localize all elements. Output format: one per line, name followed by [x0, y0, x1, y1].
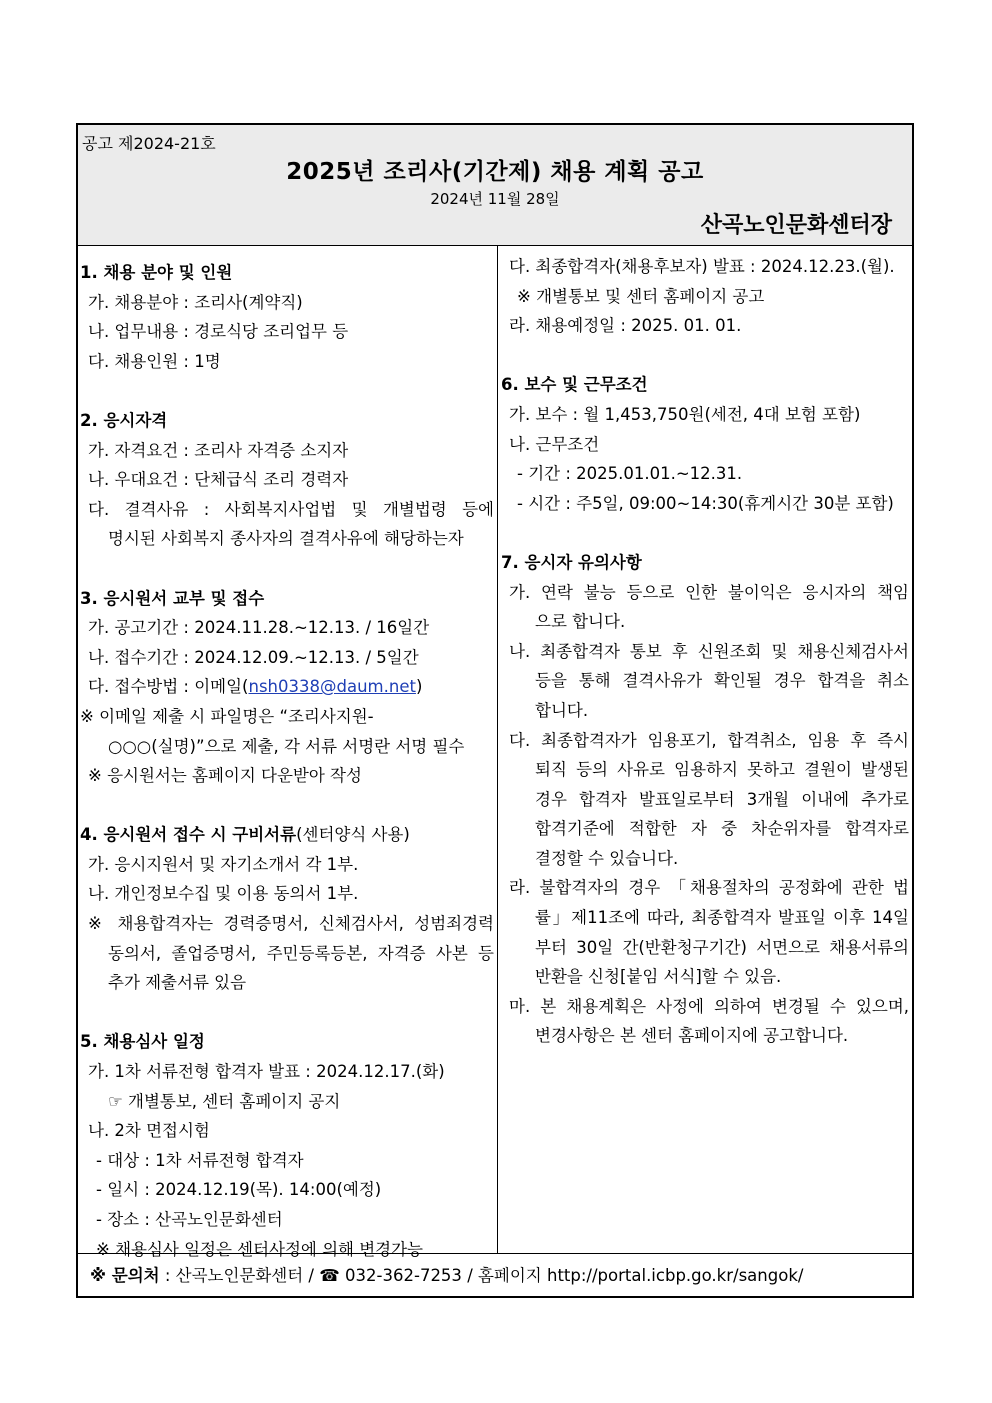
s5-item-b: 나. 2차 면접시험	[88, 1121, 210, 1141]
email-link[interactable]: nsh0338@daum.net	[248, 677, 416, 697]
section-4-heading	[80, 820, 494, 850]
s7-item-d-line3: 부터 30일 간(반환청구기간) 서면으로 채용서류의	[535, 937, 909, 957]
contact-phone[interactable]: 032-362-7253	[345, 1266, 462, 1285]
s3-item-c-prefix: 다. 접수방법 : 이메일(	[88, 677, 249, 697]
issuer-name: 산곡노인문화센터장	[700, 213, 892, 238]
s3-note-1a: ※ 이메일 제출 시 파일명은 “조리사지원-	[80, 706, 374, 726]
s6-item-b: 나. 근무조건	[509, 434, 600, 454]
s5-item-d: 라. 채용예정일 : 2025. 01. 01.	[509, 316, 742, 336]
s5-item-a-note: ☞ 개별통보, 센터 홈페이지 공지	[108, 1091, 341, 1111]
s2-item-a: 가. 자격요건 : 조리사 자격증 소지자	[88, 440, 349, 460]
s2-item-c-line1: 다. 결격사유 : 사회복지사업법 및 개별법령 등에	[88, 499, 494, 519]
s5-item-b3: - 장소 : 산곡노인문화센터	[96, 1210, 283, 1229]
notice-number: 공고 제2024-21호	[82, 134, 216, 153]
s3-item-c	[80, 672, 494, 702]
section-6-heading: 6. 보수 및 근무조건	[501, 375, 648, 395]
s4-item-b: 나. 개인정보수집 및 이용 동의서 1부.	[88, 884, 359, 904]
section-7-heading: 7. 응시자 유의사항	[501, 552, 642, 572]
s4-note-2: 동의서, 졸업증명서, 주민등록등본, 자격증 사본 등	[108, 943, 494, 963]
notice-header	[78, 125, 912, 246]
s7-item-c-line4: 합격기준에 적합한 자 중 차순위자를 합격자로	[535, 819, 909, 839]
s7-item-d-line4: 반환을 신청[붙임 서식]할 수 있음.	[535, 967, 782, 987]
s7-item-d-line2: 률」제11조에 따라, 최종합격자 발표일 이후 14일	[535, 908, 909, 928]
s7-item-c-line2: 퇴직 등의 사유로 임용하지 못하고 결원이 발생된	[535, 760, 909, 780]
s5-item-b1: - 대상 : 1차 서류전형 합격자	[96, 1150, 304, 1170]
s5-item-c-note: ※ 개별통보 및 센터 홈페이지 공고	[517, 286, 765, 306]
contact-label: ※ 문의처	[90, 1266, 160, 1285]
section-2-heading: 2. 응시자격	[80, 410, 168, 430]
section-1-heading: 1. 채용 분야 및 인원	[80, 263, 233, 282]
notice-frame	[76, 123, 914, 1298]
s7-item-b-line1: 나. 최종합격자 통보 후 신원조회 및 채용신체검사서	[509, 641, 909, 661]
s2-item-c-line2: 명시된 사회복지 종사자의 결격사유에 해당하는자	[108, 529, 464, 549]
s7-item-b-line2: 등을 통해 결격사유가 확인될 경우 합격을 취소	[535, 671, 909, 691]
s7-item-a-line1: 가. 연락 불능 등으로 인한 불이익은 응시자의 책임	[509, 582, 909, 602]
s7-item-a-line2: 으로 합니다.	[535, 612, 626, 632]
s5-item-a: 가. 1차 서류전형 합격자 발표 : 2024.12.17.(화)	[88, 1062, 445, 1082]
s6-item-a: 가. 보수 : 월 1,453,750원(세전, 4대 보험 포함)	[509, 404, 861, 424]
section-4-note: (센터양식 사용)	[296, 825, 410, 845]
section-4-title: 4. 응시원서 접수 시 구비서류	[80, 825, 297, 845]
s7-item-c-line5: 결정할 수 있습니다.	[535, 848, 679, 868]
page-title: 2025년 조리사(기간제) 채용 계획 공고	[286, 159, 704, 185]
s1-item-a: 가. 채용분야 : 조리사(계약직)	[88, 292, 303, 312]
s3-note-1b: ○○○(실명)”으로 제출, 각 서류 서명란 서명 필수	[108, 736, 465, 756]
s7-item-b-line3: 합니다.	[535, 700, 589, 720]
s5-note: ※ 채용심사 일정은 센터사정에 의해 변경가능	[96, 1239, 423, 1259]
s7-item-e-line1: 마. 본 채용계획은 사정에 의하여 변경될 수 있으며,	[509, 996, 909, 1016]
column-divider	[497, 246, 498, 1253]
s6-item-b1: - 기간 : 2025.01.01.~12.31.	[517, 464, 743, 484]
s5-item-c: 다. 최종합격자(채용후보자) 발표 : 2024.12.23.(월).	[509, 257, 895, 276]
s3-item-b: 나. 접수기간 : 2024.12.09.~12.13. / 5일간	[88, 647, 419, 667]
s6-item-b2: - 시간 : 주5일, 09:00~14:30(휴게시간 30분 포함)	[517, 493, 894, 513]
left-column	[80, 246, 494, 1264]
s7-item-c-line3: 경우 합격자 발표일로부터 3개월 이내에 추가로	[535, 789, 909, 809]
s1-item-b: 나. 업무내용 : 경로식당 조리업무 등	[88, 322, 349, 342]
phone-icon: ☎	[319, 1266, 340, 1285]
s7-item-d-line1: 라. 불합격자의 경우 「채용절차의 공정화에 관한 법	[509, 878, 909, 898]
section-3-heading: 3. 응시원서 교부 및 접수	[80, 588, 265, 608]
s7-item-c-line1: 다. 최종합격자가 임용포기, 합격취소, 임용 후 즉시	[509, 730, 909, 750]
s4-note-3: 추가 제출서류 있음	[108, 973, 247, 993]
section-5-heading: 5. 채용심사 일정	[80, 1032, 205, 1052]
contact-org: : 산곡노인문화센터 /	[164, 1266, 314, 1285]
right-column	[501, 246, 909, 1051]
s5-item-b2: - 일시 : 2024.12.19(목). 14:00(예정)	[96, 1180, 382, 1200]
s3-item-a: 가. 공고기간 : 2024.11.28.~12.13. / 16일간	[88, 618, 430, 638]
homepage-label: / 홈페이지	[467, 1266, 542, 1285]
s7-item-e-line2: 변경사항은 본 센터 홈페이지에 공고합니다.	[535, 1026, 849, 1046]
s2-item-b: 나. 우대요건 : 단체급식 조리 경력자	[88, 470, 349, 490]
homepage-url[interactable]: http://portal.icbp.go.kr/sangok/	[547, 1266, 804, 1285]
s4-item-a: 가. 응시지원서 및 자기소개서 각 1부.	[88, 854, 359, 874]
s1-item-c: 다. 채용인원 : 1명	[88, 351, 221, 371]
s3-item-c-suffix: )	[415, 677, 423, 697]
contact-footer	[78, 1254, 912, 1298]
s3-note-2: ※ 응시원서는 홈페이지 다운받아 작성	[88, 766, 362, 786]
notice-date: 2024년 11월 28일	[430, 190, 560, 208]
s4-note-1: ※ 채용합격자는 경력증명서, 신체검사서, 성범죄경력	[88, 914, 494, 934]
